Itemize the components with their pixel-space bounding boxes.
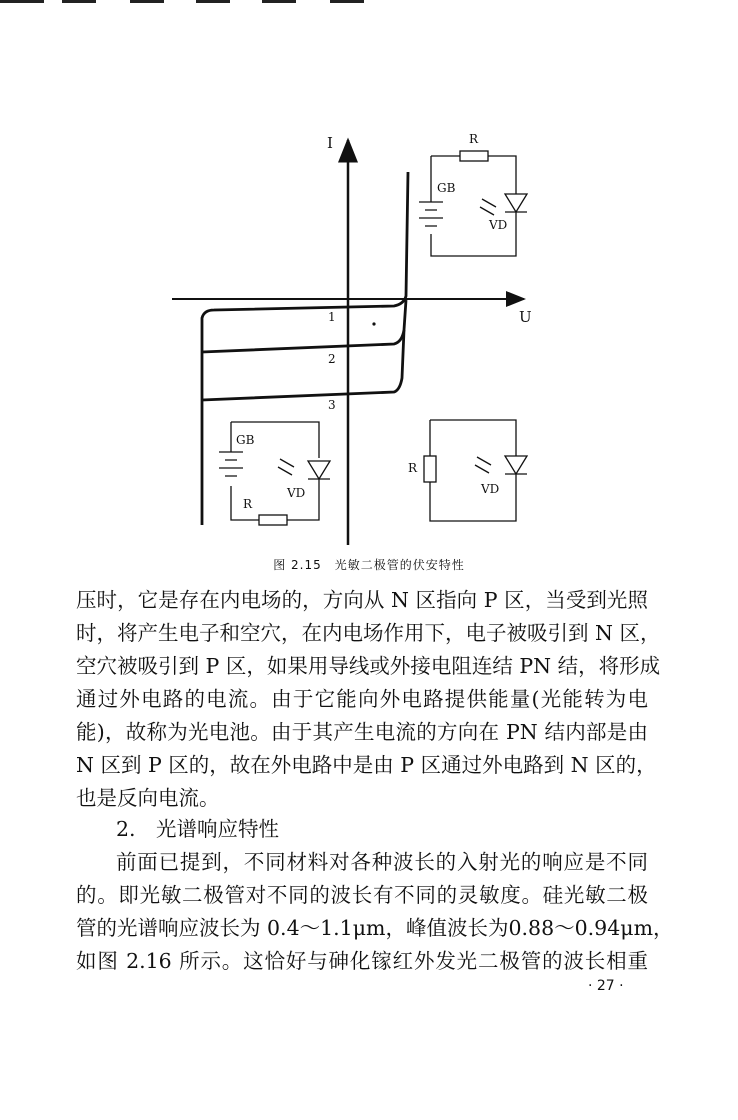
photodiode-symbol [308,461,330,479]
text-line: 管的光谱响应波长为 0.4～1.1μm，峰值波长为0.88～0.94μm， [76,916,674,940]
inset-circuit-bottom-right [424,420,527,521]
inset-br-r-label: R [408,461,418,475]
text-line: 的。即光敏二极管对不同的波长有不同的灵敏度。硅光敏二极 [76,883,648,907]
iv-curve-3 [202,330,404,400]
inset-top-r-label: R [469,132,479,146]
inset-top-vd-label: VD [489,218,508,232]
curve-label-1: 1 [328,310,336,324]
text-line: 压时，它是存在内电场的，方向从 N 区指向 P 区，当受到光照 [76,588,648,612]
resistor-symbol [460,151,488,161]
text-line: 时，将产生电子和空穴，在内电场作用下，电子被吸引到 N 区， [76,621,661,645]
text-line: N 区到 P 区的，故在外电路中是由 P 区通过外电路到 N 区的， [76,753,657,777]
battery-symbol [219,452,243,476]
text-line: 空穴被吸引到 P 区，如果用导线或外接电阻连结 PN 结，将形成 [76,654,661,678]
figure-caption: 图 2.15 光敏二极管的伏安特性 [273,558,465,572]
text-line: 也是反向电流。 [76,786,220,810]
inset-top-gb-label: GB [437,181,456,195]
text-line: 能)，故称为光电池。由于其产生电流的方向在 PN 结内部是由 [76,720,648,744]
curve-label-2: 2 [328,352,336,366]
inset-circuit-top [419,151,527,256]
inset-br-vd-label: VD [481,482,500,496]
inset-bl-gb-label: GB [236,433,255,447]
text-line: 前面已提到，不同材料对各种波长的入射光的响应是不同 [116,850,648,874]
battery-symbol [419,202,443,226]
current-axis-label: I [327,134,333,152]
text-line: 如图 2.16 所示。这恰好与砷化镓红外发光二极管的波长相重 [76,949,648,973]
resistor-symbol [424,456,436,482]
photodiode-symbol [505,194,527,212]
resistor-symbol [259,515,287,525]
light-arrows [475,457,491,473]
dot-mark [372,322,375,325]
photodiode-symbol [505,456,527,474]
page-number: · 27 · [588,978,624,994]
section-heading: 2. 光谱响应特性 [116,817,280,841]
curve-label-3: 3 [328,398,336,412]
light-arrows [480,199,496,215]
text-line: 通过外电路的电流。由于它能向外电路提供能量(光能转为电 [76,687,648,711]
voltage-axis-label: U [519,308,532,326]
light-arrows [278,459,294,475]
inset-bl-r-label: R [243,497,253,511]
inset-bl-vd-label: VD [287,486,306,500]
